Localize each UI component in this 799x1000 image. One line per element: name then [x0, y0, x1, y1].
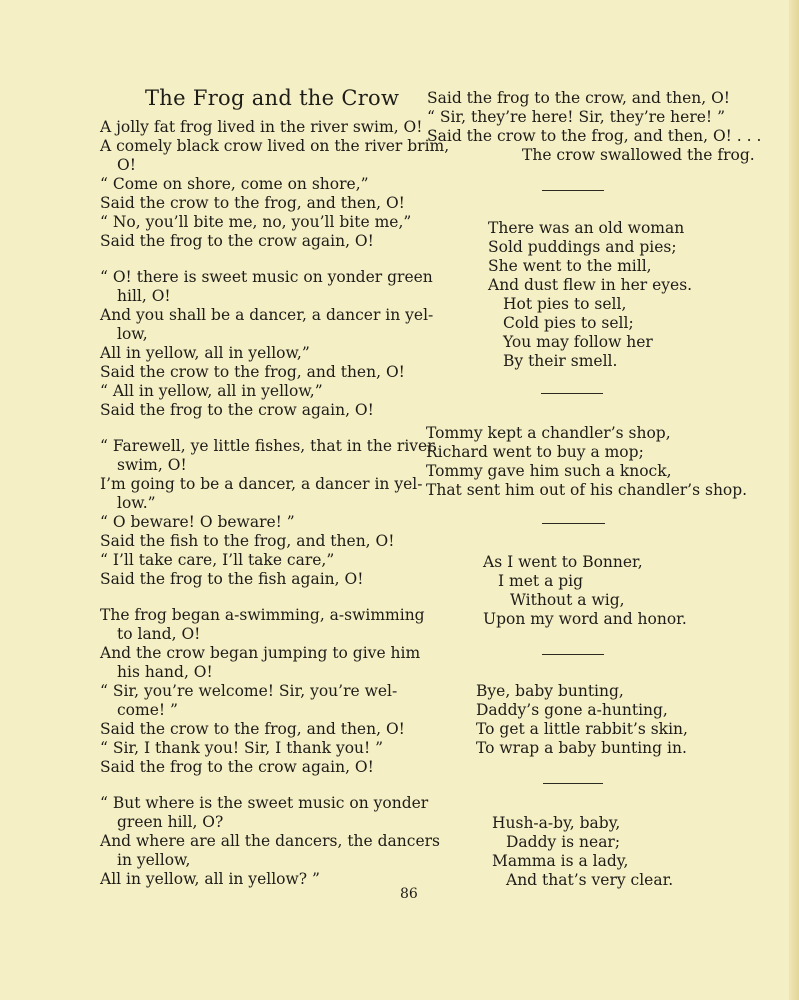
poem-line: “ Sir, you’re welcome! Sir, you’re wel-	[100, 682, 398, 700]
rhyme-line: I met a pig	[498, 572, 584, 590]
section-divider	[541, 393, 603, 394]
poem-line: “ Sir, I thank you! Sir, I thank you! ”	[100, 739, 384, 757]
poem-line: Said the frog to the crow again, O!	[100, 232, 374, 250]
poem-line: Said the crow to the frog, and then, O!	[100, 720, 405, 738]
rhyme-line: Daddy’s gone a-hunting,	[476, 701, 668, 719]
poem-line: “ All in yellow, all in yellow,”	[100, 382, 323, 400]
section-divider	[543, 783, 603, 784]
poem-line: “ I’ll take care, I’ll take care,”	[100, 551, 335, 569]
rhyme-line: Mamma is a lady,	[492, 852, 629, 870]
poem-line: All in yellow, all in yellow,”	[100, 344, 310, 362]
poem-line: A jolly fat frog lived in the river swim, O!	[100, 118, 423, 136]
poem-line: Said the crow to the frog, and then, O!	[100, 363, 405, 381]
poem-line: And you shall be a dancer, a dancer in yel-	[100, 306, 434, 324]
poem-line: Said the frog to the fish again, O!	[100, 570, 364, 588]
poem-line: low.”	[117, 494, 156, 512]
rhyme-line: That sent him out of his chandler’s shop.	[426, 481, 748, 499]
poem-line: A comely black crow lived on the river brim,	[100, 137, 450, 155]
section-divider	[542, 190, 604, 191]
poem-line: to land, O!	[117, 625, 201, 643]
rhyme-line: Upon my word and honor.	[483, 610, 687, 628]
rhyme-line: Cold pies to sell;	[503, 314, 634, 332]
poem-line: The frog began a-swimming, a-swimming	[100, 606, 425, 624]
rhyme-line: Tommy gave him such a knock,	[426, 462, 672, 480]
poem-line: Said the frog to the crow, and then, O!	[427, 89, 731, 107]
poem-line: “ Farewell, ye little fishes, that in the river	[100, 437, 435, 455]
rhyme-line: Sold puddings and pies;	[488, 238, 677, 256]
poem-line: Said the frog to the crow again, O!	[100, 758, 374, 776]
rhyme-line: And dust flew in her eyes.	[488, 276, 693, 294]
poem-line: I’m going to be a dancer, a dancer in yel-	[100, 475, 423, 493]
poem-line: Said the frog to the crow again, O!	[100, 401, 374, 419]
poem-line: “ No, you’ll bite me, no, you’ll bite me,”	[100, 213, 412, 231]
poem-line: his hand, O!	[117, 663, 213, 681]
poem-line: come! ”	[117, 701, 178, 719]
rhyme-line: Daddy is near;	[506, 833, 621, 851]
poem-line: O!	[117, 156, 136, 174]
poem-line: “ Sir, they’re here! Sir, they’re here! ”	[427, 108, 725, 126]
poem-line: green hill, O?	[117, 813, 224, 831]
rhyme-line: Without a wig,	[510, 591, 625, 609]
section-divider	[542, 523, 605, 524]
section-divider	[542, 654, 604, 655]
poem-line: And the crow began jumping to give him	[100, 644, 421, 662]
poem-line: The crow swallowed the frog.	[522, 146, 755, 164]
poem-line: All in yellow, all in yellow? ”	[100, 870, 320, 888]
rhyme-line: Tommy kept a chandler’s shop,	[426, 424, 671, 442]
poem-line: low,	[117, 325, 148, 343]
rhyme-line: Hush-a-by, baby,	[492, 814, 621, 832]
rhyme-line: To wrap a baby bunting in.	[476, 739, 687, 757]
poem-line: Said the crow to the frog, and then, O! . . .	[427, 127, 762, 145]
rhyme-line: To get a little rabbit’s skin,	[476, 720, 688, 738]
poem-line: “ O beware! O beware! ”	[100, 513, 295, 531]
rhyme-line: Hot pies to sell,	[503, 295, 627, 313]
rhyme-line: Richard went to buy a mop;	[426, 443, 644, 461]
rhyme-line: As I went to Bonner,	[483, 553, 643, 571]
rhyme-line: She went to the mill,	[488, 257, 652, 275]
poem-line: hill, O!	[117, 287, 171, 305]
rhyme-line: By their smell.	[503, 352, 618, 370]
poem-line: in yellow,	[117, 851, 191, 869]
poem-line: Said the crow to the frog, and then, O!	[100, 194, 405, 212]
poem-line: “ But where is the sweet music on yonder	[100, 794, 429, 812]
poem-line: And where are all the dancers, the dancers	[100, 832, 440, 850]
page-number: 86	[400, 886, 418, 902]
rhyme-line: There was an old woman	[488, 219, 685, 237]
poem-line: “ O! there is sweet music on yonder green	[100, 268, 433, 286]
rhyme-line: And that’s very clear.	[506, 871, 674, 889]
poem-title: The Frog and the Crow	[145, 86, 400, 110]
poem-line: “ Come on shore, come on shore,”	[100, 175, 369, 193]
page-edge	[789, 0, 799, 1000]
poem-line: Said the fish to the frog, and then, O!	[100, 532, 395, 550]
rhyme-line: You may follow her	[503, 333, 653, 351]
rhyme-line: Bye, baby bunting,	[476, 682, 624, 700]
poem-line: swim, O!	[117, 456, 187, 474]
